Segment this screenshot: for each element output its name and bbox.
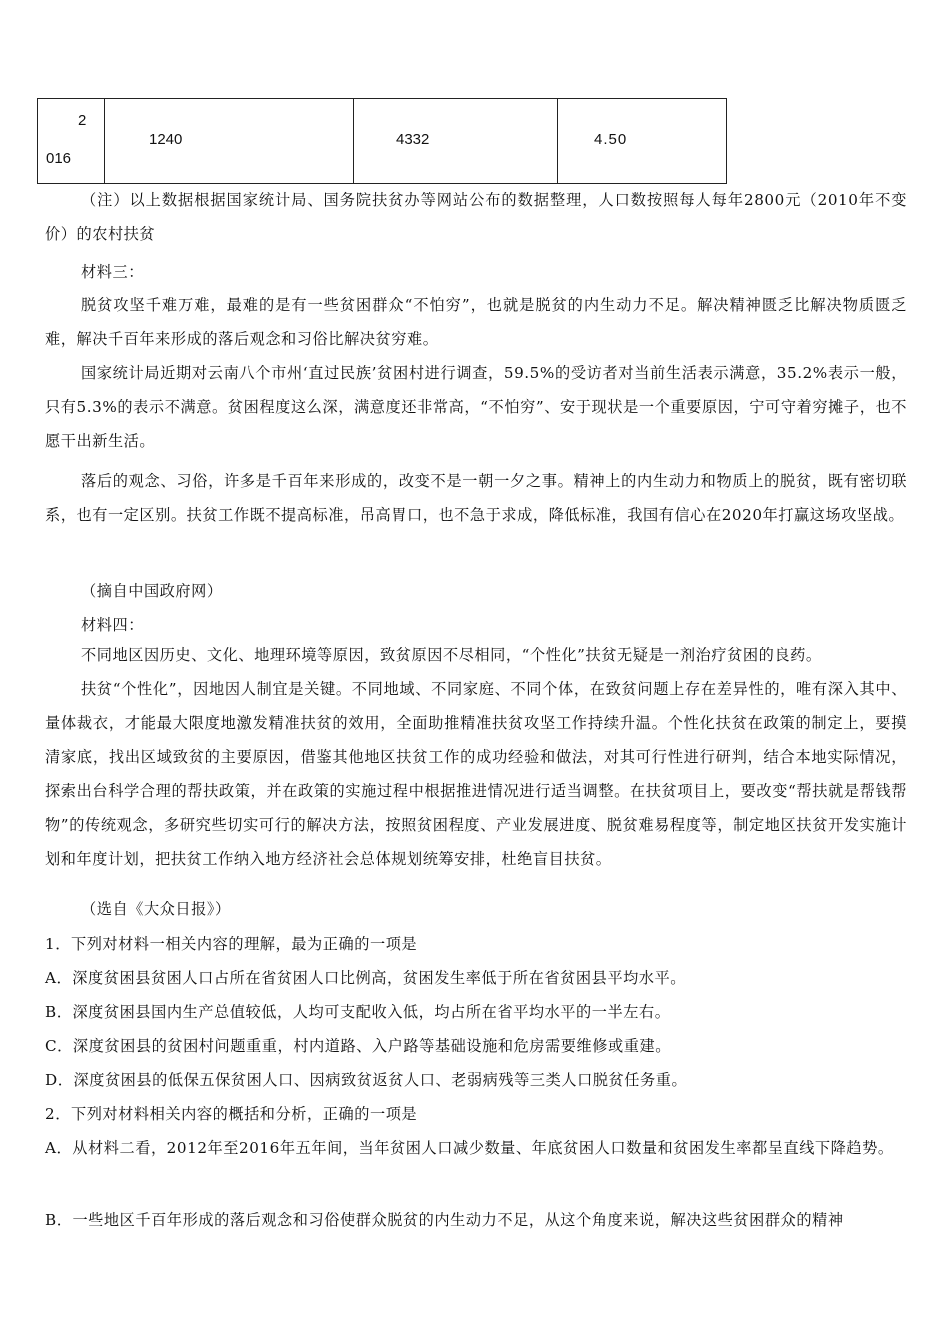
year-text-top: 2 [78,112,87,129]
question-2-option-b: B．一些地区千百年形成的落后观念和习俗使群众脱贫的内生动力不足，从这个角度来说，解决这些贫困群众的精神 [45,1211,844,1229]
year-cell [38,99,105,184]
material-3-source: （摘自中国政府网） [81,582,223,600]
year-text-bottom: 016 [46,150,72,167]
table-row [38,99,727,184]
material-4-paragraph-2: 扶贫“个性化”，因地因人制宜是关键。不同地域、不同家庭、不同个体，在致贫问题上存在差异性的，唯有深入其中、量体裁衣，才能最大限度地激发精准扶贫的效用，全面助推精准扶贫攻坚工作持续升温。个性化扶贫在政策的制定上，要摸清家底，找出区域致贫的主要原因，借鉴其他地区扶贫工作的成功经验和做法，对其可行性进行研判，结合本地实际情况，探索出台科学合理的帮扶政策，并在政策的实施过程中根据推进情况进行适当调整。在扶贫项目上，要改变“帮扶就是帮钱帮物”的传统观念，多研究些切实可行的解决方法，按照贫困程度、产业发展进度、脱贫难易程度等，制定地区扶贫开发实施计划和年度计划，把扶贫工作纳入地方经济社会总体规划统筹安排，杜绝盲目扶贫。 [45,680,907,868]
incidence-rate-cell: 4.50 [558,99,727,184]
question-1-option-b: B．深度贫困县国内生产总值较低，人均可支配收入低，均占所在省平均水平的一半左右。 [45,1003,671,1021]
material-4-source: （选自《大众日报》） [81,900,231,918]
question-1-option-c: C．深度贫困县的贫困村问题重重，村内道路、入户路等基础设施和危房需要维修或重建。 [45,1037,671,1055]
poverty-data-table [37,98,727,184]
material-3-paragraph-3: 落后的观念、习俗，许多是千百年来形成的，改变不是一朝一夕之事。精神上的内生动力和物质上的脱贫，既有密切联系，也有一定区别。扶贫工作既不提高标准，吊高胃口，也不急于求成，降低标准，我国有信心在2020年打赢这场攻坚战。 [45,472,907,524]
material-3-heading: 材料三： [81,263,144,281]
question-1-option-d: D．深度贫困县的低保五保贫困人口、因病致贫返贫人口、老弱病残等三类人口脱贫任务重。 [45,1071,688,1089]
material-3-paragraph-2: 国家统计局近期对云南八个市州‘直过民族’贫困村进行调查，59.5%的受访者对当前生活表示满意，35.2%表示一般，只有5.3%的表示不满意。贫困程度这么深，满意度还非常高，“不怕穷”、安于现状是一个重要原因，宁可守着穷摊子，也不愿干出新生活。 [45,364,907,450]
question-1-stem: 1．下列对材料一相关内容的理解，最为正确的一项是 [45,935,418,953]
question-2-option-a: A．从材料二看，2012年至2016年五年间，当年贫困人口减少数量、年底贫困人口数量和贫困发生率都呈直线下降趋势。 [45,1139,894,1157]
material-3-paragraph-1: 脱贫攻坚千难万难，最难的是有一些贫困群众“不怕穷”，也就是脱贫的内生动力不足。解决精神匮乏比解决物质匮乏难，解决千百年来形成的落后观念和习俗比解决贫穷难。 [45,296,907,348]
reduction-cell: 1240 [105,99,354,184]
poor-population-cell: 4332 [354,99,558,184]
material-4-paragraph-1: 不同地区因历史、文化、地理环境等原因，致贫原因不尽相同，“个性化”扶贫无疑是一剂治疗贫困的良药。 [81,646,822,664]
table-note: （注）以上数据根据国家统计局、国务院扶贫办等网站公布的数据整理，人口数按照每人每年2800元（2010年不变价）的农村扶贫 [45,191,907,243]
question-2-stem: 2．下列对材料相关内容的概括和分析，正确的一项是 [45,1105,418,1123]
question-1-option-a: A．深度贫困县贫困人口占所在省贫困人口比例高，贫困发生率低于所在省贫困县平均水平。 [45,969,687,987]
material-4-heading: 材料四： [81,616,144,634]
